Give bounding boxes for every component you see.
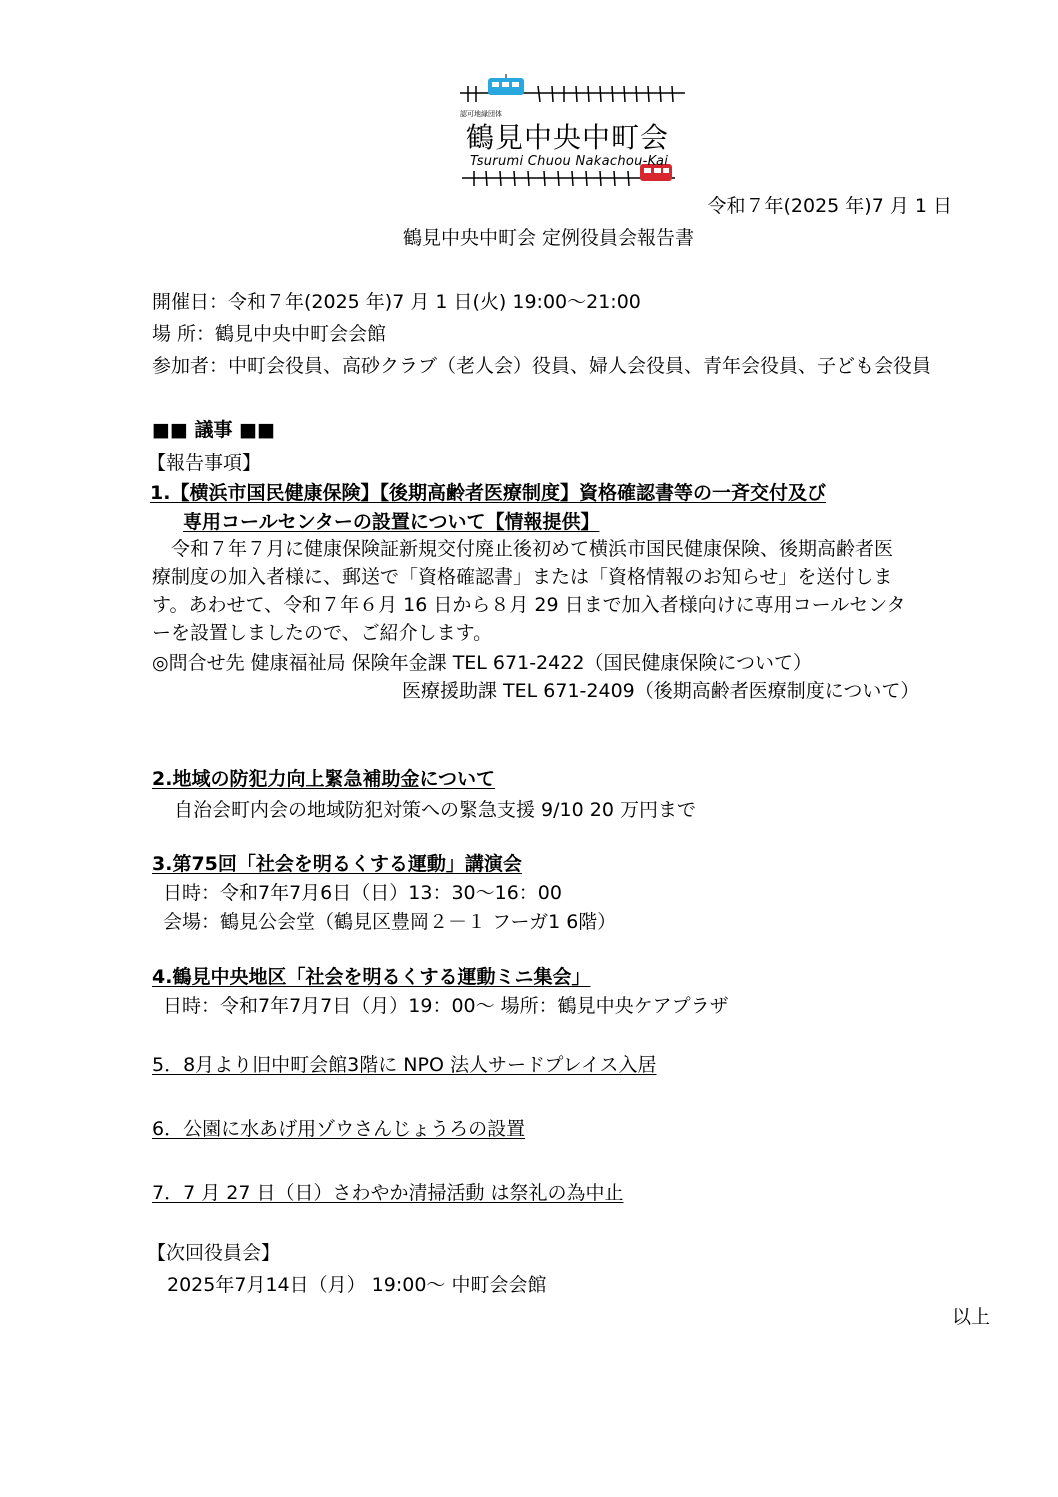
report-label: 【報告事項】: [147, 452, 262, 474]
logo-name: 鶴見中央中町会: [466, 121, 670, 154]
next-meeting-label: 【次回役員会】: [147, 1242, 281, 1264]
item2-body: 自治会町内会の地域防犯対策への緊急支援 9/10 20 万円まで: [174, 799, 696, 821]
logo-romanized: Tsurumi Chuou Nakachou-Kai: [470, 154, 669, 169]
item1-heading-line1: 1.【横浜市国民健康保険】【後期高齢者医療制度】資格確認書等の一斉交付及び: [150, 482, 826, 504]
closing-text: 以上: [951, 1306, 990, 1328]
item3-venue: 会場：鶴見公会堂（鶴見区豊岡２－１ フーガ1 6階）: [163, 911, 617, 933]
organization-logo: [460, 74, 690, 194]
item2-heading: 2.地域の防犯力向上緊急補助金について: [152, 768, 496, 790]
item3-date: 日時：令和7年7月6日（日）13：30～16：00: [163, 882, 562, 904]
agenda-heading: ■■ 議事 ■■: [152, 419, 276, 441]
logo-small-label: 認可地縁団体: [460, 110, 502, 118]
item1-heading-line2: 専用コールセンターの設置について【情報提供】: [183, 511, 600, 533]
next-meeting-detail: 2025年7月14日（月） 19:00～ 中町会会館: [167, 1274, 547, 1296]
meeting-place: 場 所：鶴見中央中町会会館: [152, 323, 387, 345]
item6: 6．公園に水あげ用ゾウさんじょうろの設置: [152, 1118, 526, 1140]
document-date: 令和７年(2025 年)7 月 1 日: [707, 195, 952, 217]
item7: 7．7 月 27 日（日）さわやか清掃活動 は祭礼の為中止: [152, 1182, 624, 1204]
item1-contact-1: ◎問合せ先 健康福祉局 保険年金課 TEL 671-2422（国民健康保険について）: [152, 652, 813, 674]
item4-heading: 4.鶴見中央地区「社会を明るくする運動ミニ集会」: [152, 966, 591, 988]
item1-contact-2: 医療援助課 TEL 671-2409（後期高齢者医療制度について）: [402, 680, 920, 702]
item1-body-line: 療制度の加入者様に、郵送で「資格確認書」または「資格情報のお知らせ」を送付しま: [152, 566, 893, 588]
item3-heading: 3.第75回「社会を明るくする運動」講演会: [152, 853, 522, 875]
item1-body-line: 令和７年７月に健康保険証新規交付廃止後初めて横浜市国民健康保険、後期高齢者医: [171, 538, 894, 560]
item1-body-line: ーを設置しましたので、ご紹介します。: [152, 622, 493, 644]
meeting-held: 開催日：令和７年(2025 年)7 月 1 日(火) 19:00～21:00: [152, 291, 641, 313]
document-title: 鶴見中央中町会 定例役員会報告書: [403, 227, 695, 249]
meeting-attendees: 参加者：中町会役員、高砂クラブ（老人会）役員、婦人会役員、青年会役員、子ども会役員: [152, 355, 932, 377]
item4-body: 日時：令和7年7月7日（月）19：00～ 場所：鶴見中央ケアプラザ: [163, 995, 729, 1017]
item5: 5．8月より旧中町会館3階に NPO 法人サードプレイス入居: [152, 1054, 657, 1076]
item1-body-line: す。あわせて、令和７年６月 16 日から８月 29 日まで加入者様向けに専用コールセンタ: [152, 594, 906, 616]
